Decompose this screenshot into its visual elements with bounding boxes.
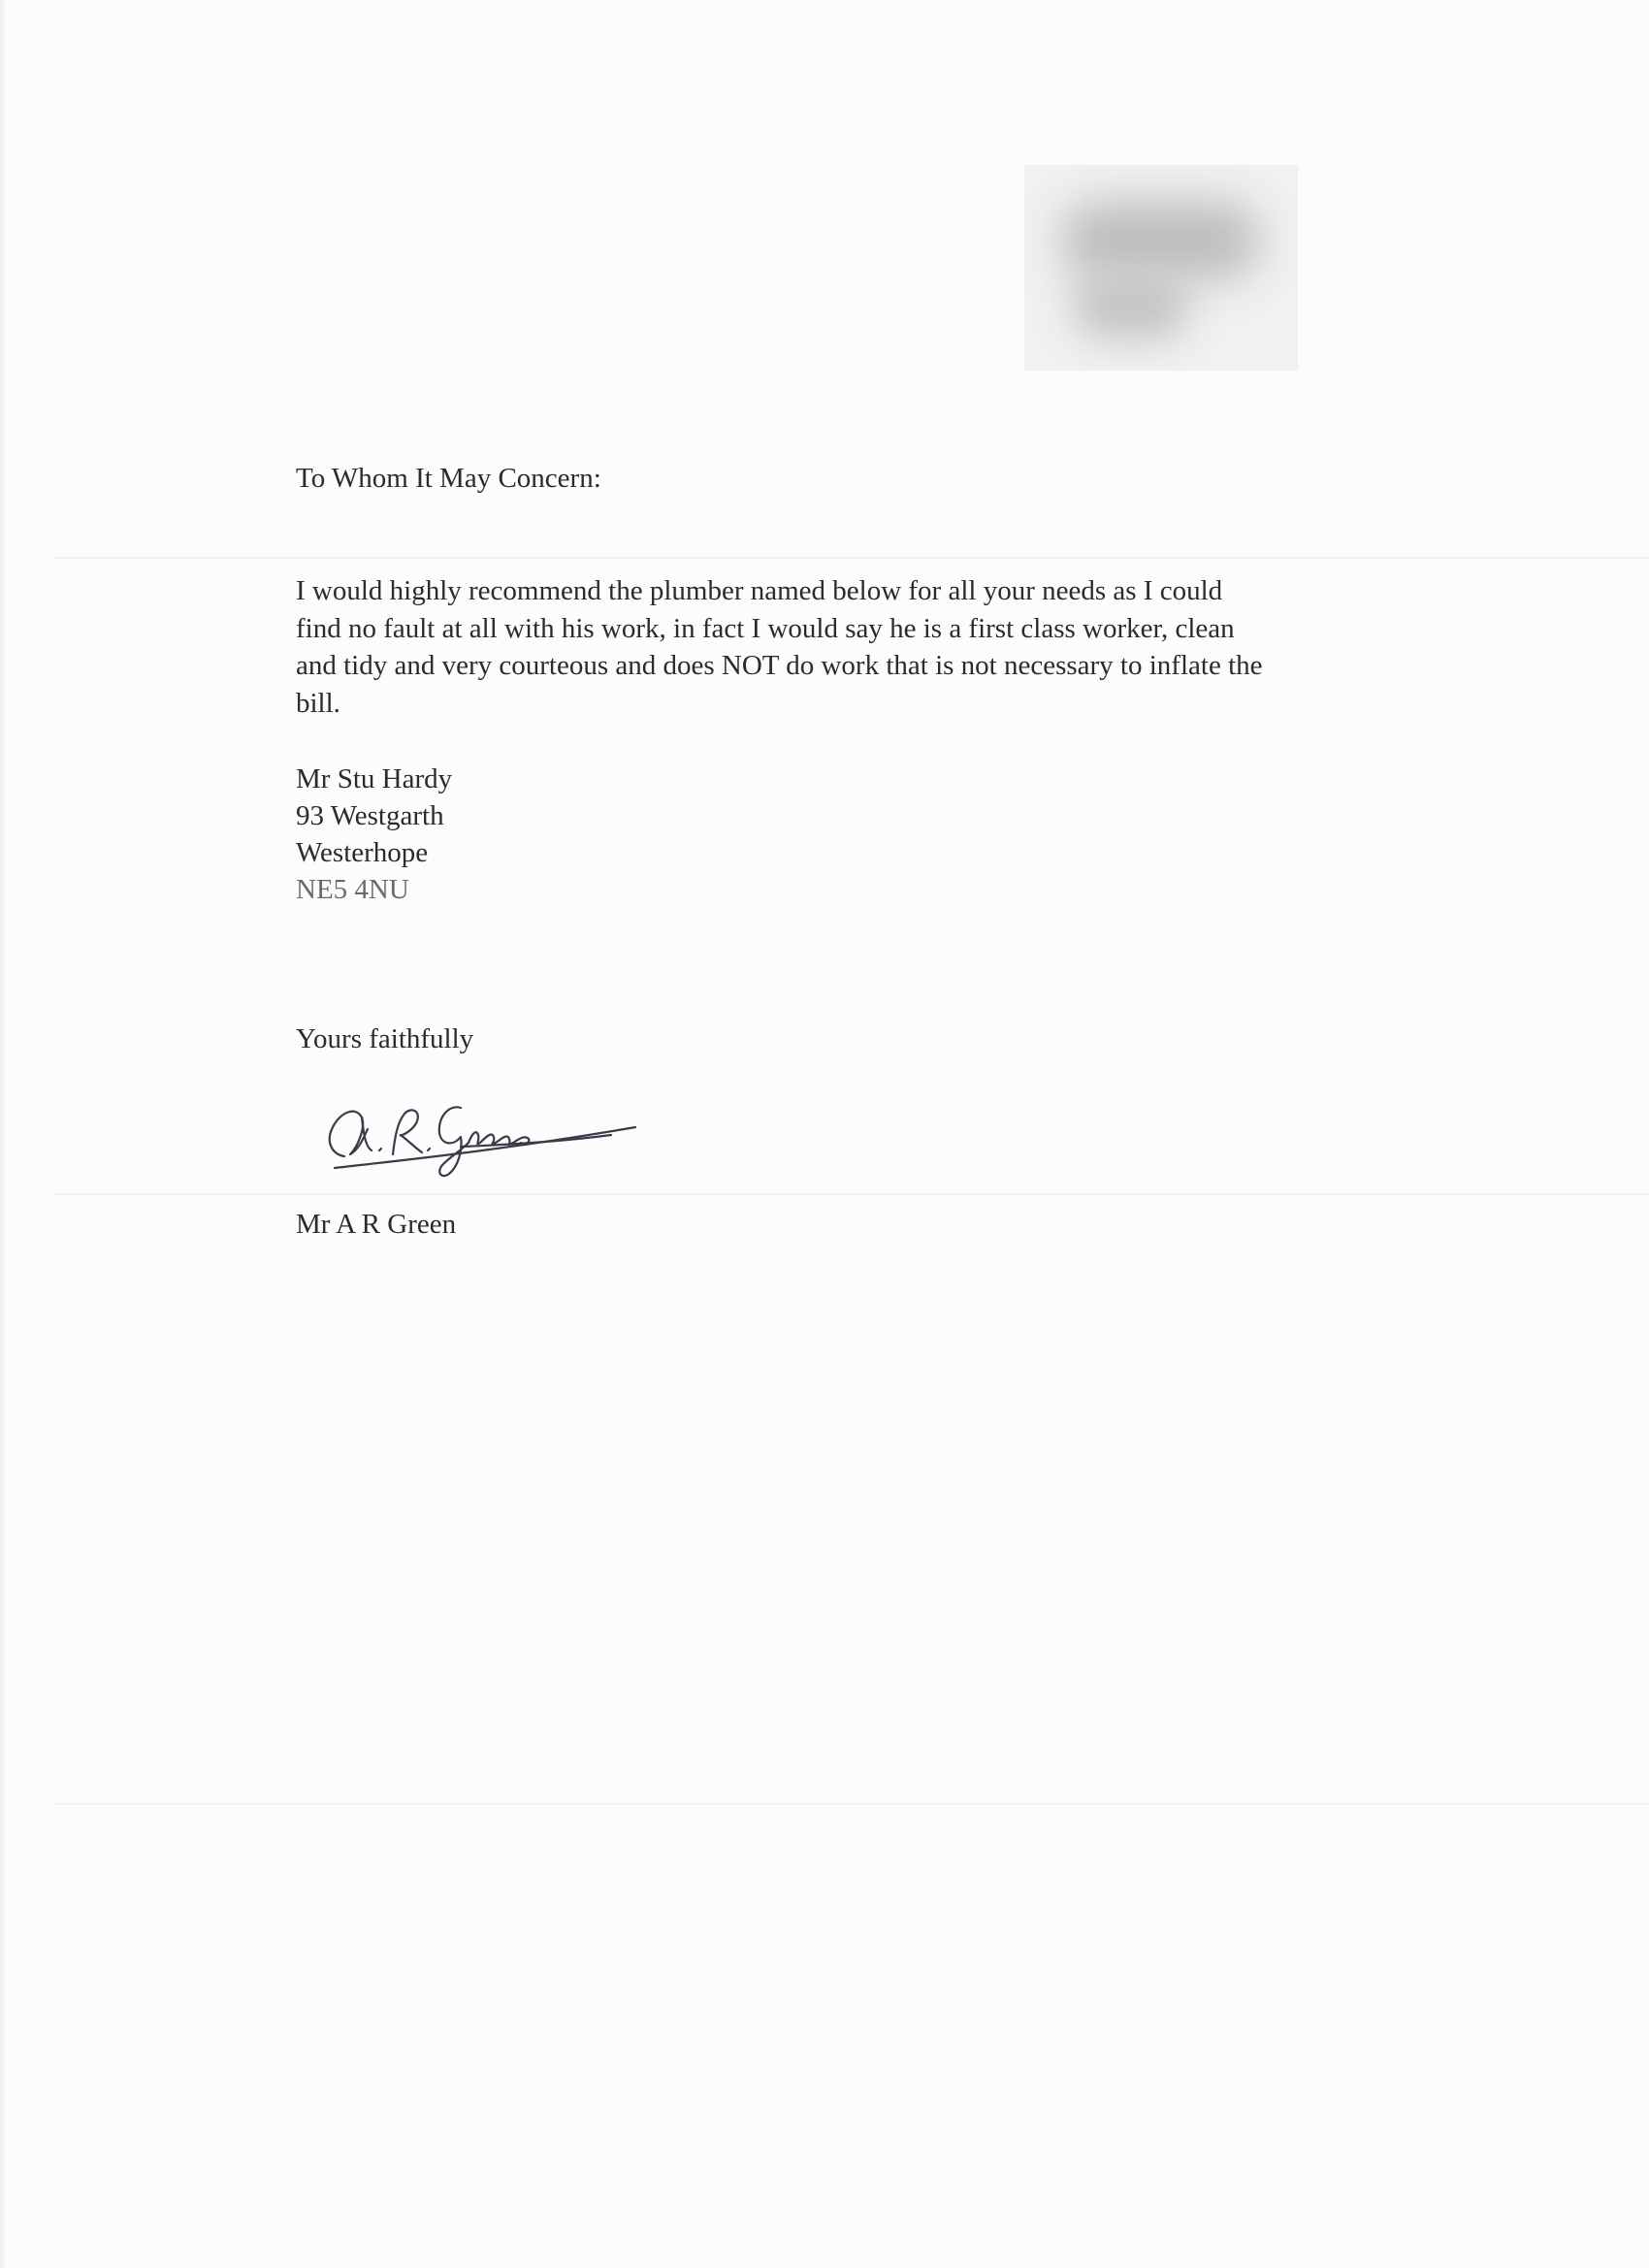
redacted-header-block	[1024, 165, 1298, 371]
handwritten-signature	[315, 1079, 645, 1185]
closing: Yours faithfully	[296, 1023, 474, 1054]
paper-fold-line	[53, 1193, 1649, 1196]
address-street: 93 Westgarth	[296, 800, 444, 831]
body-line: find no fault at all with his work, in fact I would say he is a first class worker, clean	[296, 612, 1235, 644]
salutation: To Whom It May Concern:	[296, 463, 601, 494]
redaction-blur	[1073, 272, 1189, 340]
body-paragraph	[296, 572, 1421, 722]
paper-fold-line	[53, 557, 1649, 560]
scan-edge-shadow	[0, 0, 6, 2268]
plumber-address	[296, 761, 452, 908]
paper-fold-line	[53, 1802, 1649, 1805]
body-line: and tidy and very courteous and does NOT do work that is not necessary to inflate the	[296, 650, 1263, 681]
redaction-blur	[1061, 202, 1260, 279]
signature-icon	[315, 1079, 645, 1185]
body-line: bill.	[296, 687, 340, 719]
body-line: I would highly recommend the plumber named below for all your needs as I could	[296, 575, 1223, 606]
address-name: Mr Stu Hardy	[296, 763, 453, 794]
address-postcode: NE5 4NU	[296, 874, 409, 905]
address-area: Westerhope	[296, 837, 429, 868]
signer-name: Mr A R Green	[296, 1209, 457, 1240]
